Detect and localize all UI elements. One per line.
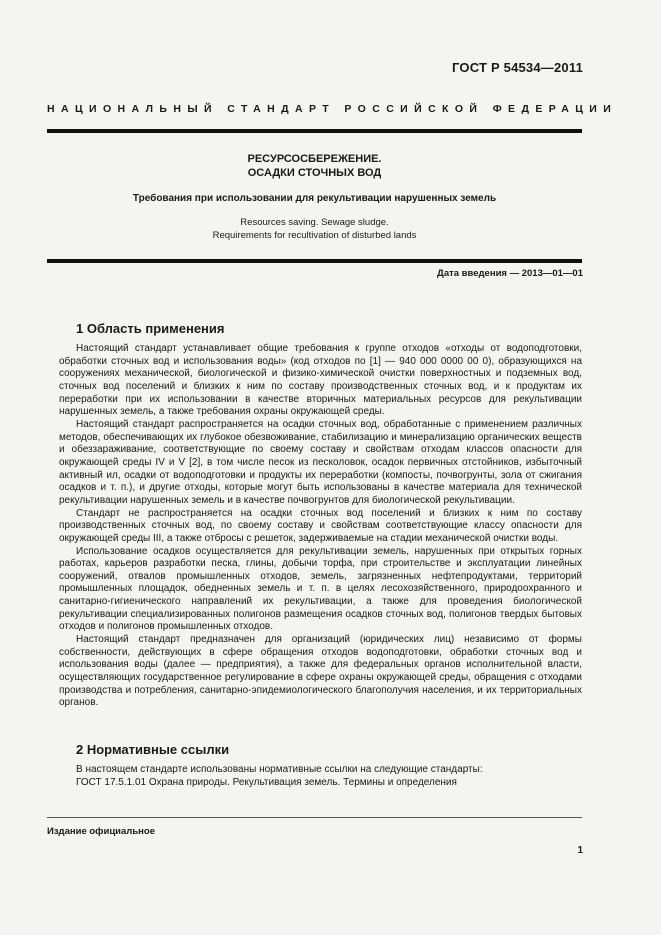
- section1-paragraph: Настоящий стандарт устанавливает общие требования к группе отходов «отходы от водоподготовки, обработки сточных вод и использования воды» (код отходов по [1] — 940 000 0000 00 0), образующихся на сооружениях механической, биологической и физико-химической очистки поверхностных и подземных вод, сточных вод поселений и близких к ним по составу производственных сточных вод, и к продуктам их переработки при их использовании в качестве вторичных материальных ресурсов для рекультивации нарушенных земель, а также требования охраны окружающей среды.: [59, 343, 582, 418]
- title-ru-line2: ОСАДКИ СТОЧНЫХ ВОД: [247, 167, 382, 179]
- section1-paragraph: Стандарт не распространяется на осадки сточных вод поселений и близких к ним по составу производственных сточных вод, по своему составу и свойствам соответствующие классу опасности для окружающей среды III, а также отбросы с решеток, задерживаемые на стадии механической очистки воды.: [59, 507, 582, 544]
- section1-heading: 1 Область применения: [76, 321, 225, 336]
- title-block: [47, 152, 582, 242]
- official-edition-label: Издание официальное: [47, 826, 155, 837]
- standard-code: ГОСТ Р 54534—2011: [452, 60, 583, 75]
- subtitle-ru: Требования при использовании для рекультивации нарушенных земель: [132, 193, 497, 204]
- section1-paragraph: Использование осадков осуществляется для рекультивации земель, нарушенных при открытых горных работах, карьеров разработки песка, глины, добычи торфа, при строительстве и эксплуатации линейных сооружений, отвалов промышленных отходов, земель, загрязненных нефтепродуктами, территорий промышленных площадок, обедненных земель и т. п. в целях лесохозяйственного, природоохранного и санитарно-гигиенического направлений их рекультивации, а также для проведения биологической рекультивации специализированных полигонов размещения осадков сточных вод, полигонов твердых бытовых отходов и полигонов промышленных отходов.: [59, 545, 582, 633]
- national-standard-banner: НАЦИОНАЛЬНЫЙ СТАНДАРТ РОССИЙСКОЙ ФЕДЕРАЦИИ: [47, 103, 618, 115]
- section2-paragraph: ГОСТ 17.5.1.01 Охрана природы. Рекультивация земель. Термины и определения: [76, 776, 457, 788]
- page-number: 1: [577, 845, 583, 856]
- top-divider: [47, 129, 582, 133]
- bottom-divider: [47, 259, 582, 263]
- section1-paragraph: Настоящий стандарт предназначен для организаций (юридических лиц) независимо от формы собственности, действующих в сфере обращения отходов водоподготовки, обработки сточных вод и использования воды (далее — предприятия), а также для федеральных органов исполнительной власти, осуществляющих государственное регулирование в сфере охраны окружающей среды, обращения с отходами производства и потребления, санитарно-эпидемиологического благополучия населения, и их территориальных органов.: [59, 634, 582, 709]
- title-ru-line1: РЕСУРСОСБЕРЕЖЕНИЕ.: [247, 153, 382, 165]
- introduction-date: Дата введения — 2013—01—01: [437, 268, 583, 279]
- section2-body: [59, 764, 582, 789]
- title-en-line2: Requirements for recultivation of disturbed lands: [212, 230, 417, 241]
- footer-divider: [47, 817, 582, 818]
- section2-paragraph: В настоящем стандарте использованы нормативные ссылки на следующие стандарты:: [76, 764, 483, 775]
- title-en-line1: Resources saving. Sewage sludge.: [240, 217, 389, 228]
- section1-paragraph: Настоящий стандарт распространяется на осадки сточных вод, обработанные с применением различных методов, обеспечивающих их глубокое обезвоживание, стабилизацию и минерализацию органических веществ и обеззараживание, соответствующие по своему составу и свойствам отходам классов опасности для окружающей среды IV и V [2], в том числе песок из песколовок, осадок первичных отстойников, избыточный активный ил, осадки от водоподготовки и продукты их переработки (компосты, почвогрунты, зола от сжигания осадков и т. п.), и другие отходы, которые могут быть использованы в качестве материала для технической рекультивации нарушенных земель и в качестве почвогрунтов для биологической рекультивации.: [59, 418, 582, 506]
- section1-body: [59, 343, 582, 710]
- section2-heading: 2 Нормативные ссылки: [76, 742, 230, 757]
